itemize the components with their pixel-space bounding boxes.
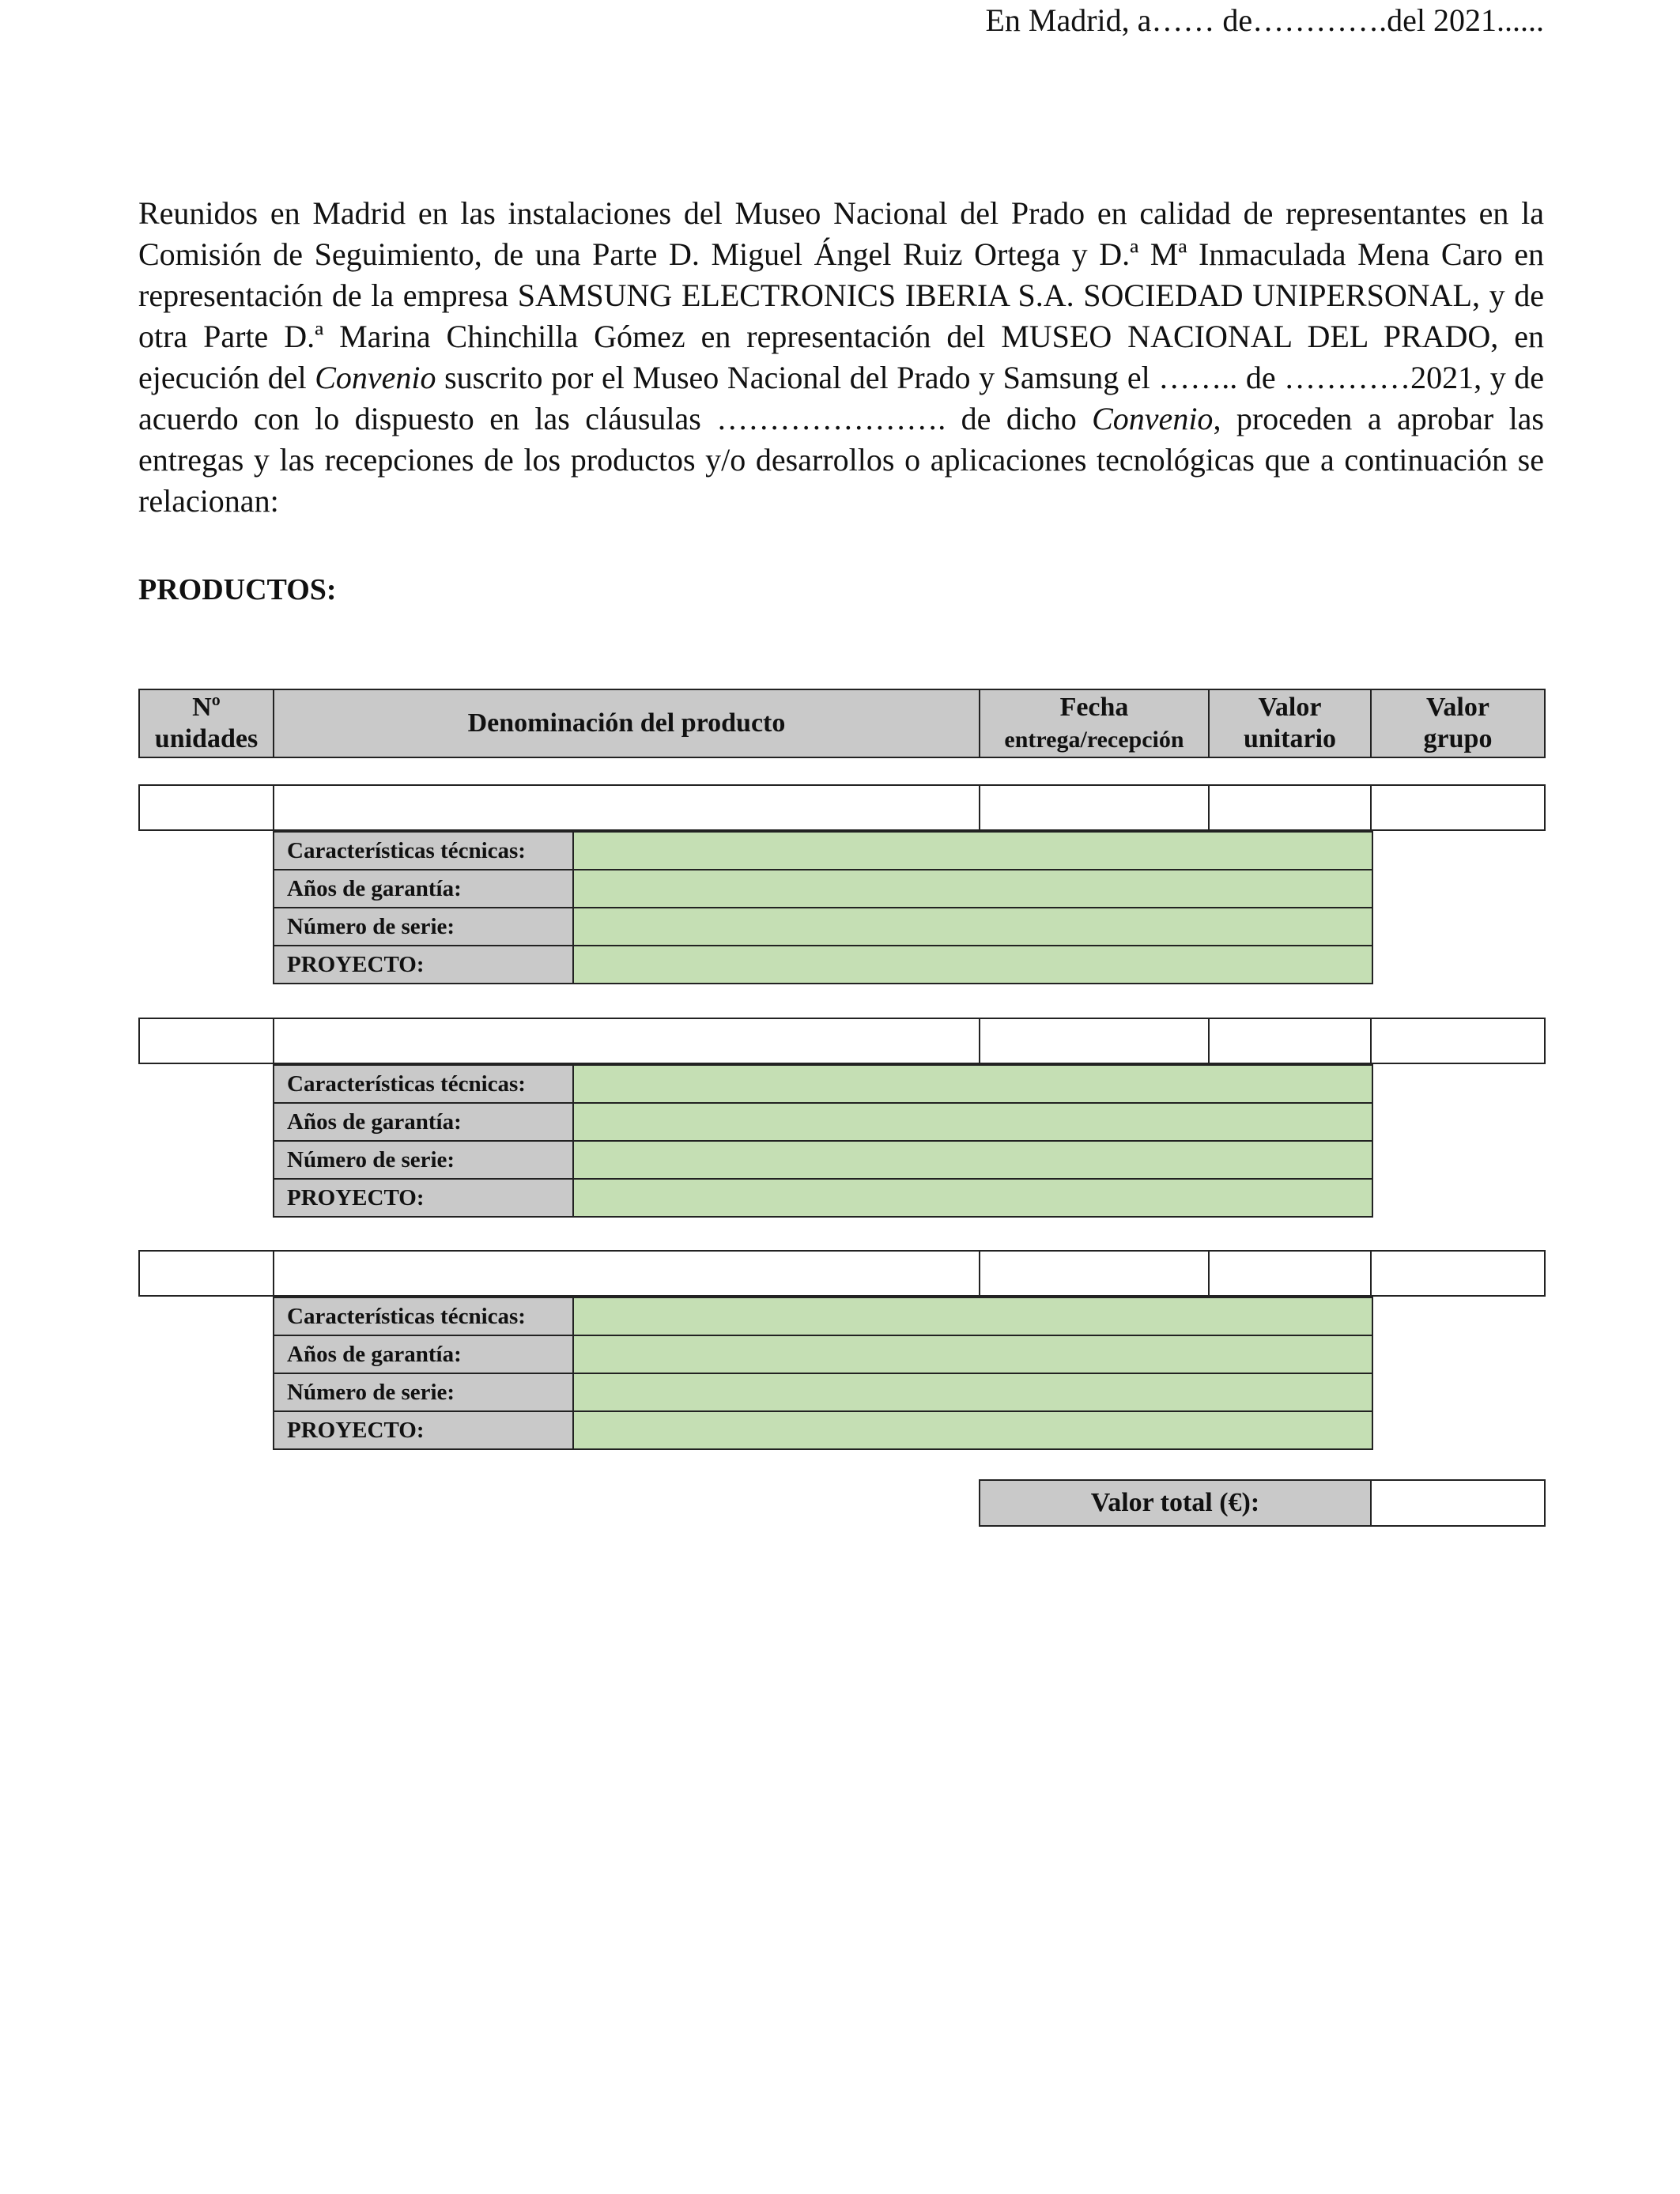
- unit-value-cell[interactable]: [1209, 785, 1371, 830]
- project-field[interactable]: [573, 1411, 1372, 1449]
- date-line: En Madrid, a…… de………….del 2021......: [985, 2, 1544, 38]
- specs-field[interactable]: [573, 832, 1372, 870]
- unit-value-cell[interactable]: [1209, 1251, 1371, 1296]
- header-units: Nº unidades: [139, 689, 274, 757]
- total-table: [979, 1479, 1546, 1527]
- product-name-cell[interactable]: [274, 1018, 980, 1063]
- warranty-label: Años de garantía:: [274, 870, 573, 908]
- header-group-value: Valor grupo: [1371, 689, 1545, 757]
- warranty-field[interactable]: [573, 870, 1372, 908]
- intro-text-3: , proceden a aprobar las entregas y las recepciones de los productos y/o desarrollos o aplicaciones tecnológicas que a continuación se relacionan:: [138, 401, 1545, 519]
- product-details-1: [273, 831, 1373, 984]
- project-label: PROYECTO:: [274, 946, 573, 984]
- product-row-3: [138, 1250, 1546, 1297]
- warranty-field[interactable]: [573, 1103, 1372, 1141]
- group-value-cell[interactable]: [1371, 1251, 1545, 1296]
- total-value-cell[interactable]: [1371, 1480, 1545, 1526]
- serial-label: Número de serie:: [274, 1373, 573, 1411]
- project-label: PROYECTO:: [274, 1179, 573, 1217]
- section-title: PRODUCTOS:: [138, 573, 337, 606]
- serial-label: Número de serie:: [274, 908, 573, 946]
- product-details-3: [273, 1297, 1373, 1450]
- project-field[interactable]: [573, 946, 1372, 984]
- units-cell[interactable]: [139, 1018, 274, 1063]
- project-label: PROYECTO:: [274, 1411, 573, 1449]
- serial-field[interactable]: [573, 1373, 1372, 1411]
- intro-paragraph: [138, 193, 1544, 522]
- specs-field[interactable]: [573, 1297, 1372, 1335]
- intro-italic-2: Convenio: [1092, 401, 1214, 436]
- intro-italic-1: Convenio: [315, 360, 436, 395]
- product-details-2: [273, 1064, 1373, 1218]
- project-field[interactable]: [573, 1179, 1372, 1217]
- specs-label: Características técnicas:: [274, 832, 573, 870]
- specs-label: Características técnicas:: [274, 1065, 573, 1103]
- units-cell[interactable]: [139, 1251, 274, 1296]
- product-row-1: [138, 784, 1546, 831]
- date-cell[interactable]: [980, 1018, 1209, 1063]
- total-label: Valor total (€):: [980, 1480, 1371, 1526]
- product-name-cell[interactable]: [274, 1251, 980, 1296]
- product-row-2: [138, 1018, 1546, 1064]
- specs-field[interactable]: [573, 1065, 1372, 1103]
- product-name-cell[interactable]: [274, 785, 980, 830]
- date-cell[interactable]: [980, 1251, 1209, 1296]
- warranty-field[interactable]: [573, 1335, 1372, 1373]
- header-date: Fecha entrega/recepción: [980, 689, 1209, 757]
- group-value-cell[interactable]: [1371, 1018, 1545, 1063]
- header-product-name: Denominación del producto: [274, 689, 980, 757]
- specs-label: Características técnicas:: [274, 1297, 573, 1335]
- serial-field[interactable]: [573, 1141, 1372, 1179]
- products-header-table: [138, 689, 1546, 758]
- warranty-label: Años de garantía:: [274, 1103, 573, 1141]
- serial-label: Número de serie:: [274, 1141, 573, 1179]
- intro-text-1: Reunidos en Madrid en las instalaciones del Museo Nacional del Prado en calidad de representantes en la Comisión de Seguimiento, de una Parte D. Miguel Ángel Ruiz Ortega y D.ª Mª Inmaculada Mena Caro en representación de la empresa SAMSUNG ELECTRONICS IBERIA S.A. SOCIEDAD UNIPERSONAL, y de otra Parte D.ª Marina Chinchilla Gómez en representación del MUSEO NACIONAL DEL PRADO, en ejecución del: [138, 195, 1544, 395]
- group-value-cell[interactable]: [1371, 785, 1545, 830]
- intro-text-2: suscrito por el Museo Nacional del Prado y Samsung el …….. de …………2021, y de acuerdo con lo dispuesto en las cláusulas …………………. de dicho: [138, 360, 1545, 436]
- header-unit-value: Valor unitario: [1209, 689, 1371, 757]
- warranty-label: Años de garantía:: [274, 1335, 573, 1373]
- unit-value-cell[interactable]: [1209, 1018, 1371, 1063]
- date-cell[interactable]: [980, 785, 1209, 830]
- serial-field[interactable]: [573, 908, 1372, 946]
- units-cell[interactable]: [139, 785, 274, 830]
